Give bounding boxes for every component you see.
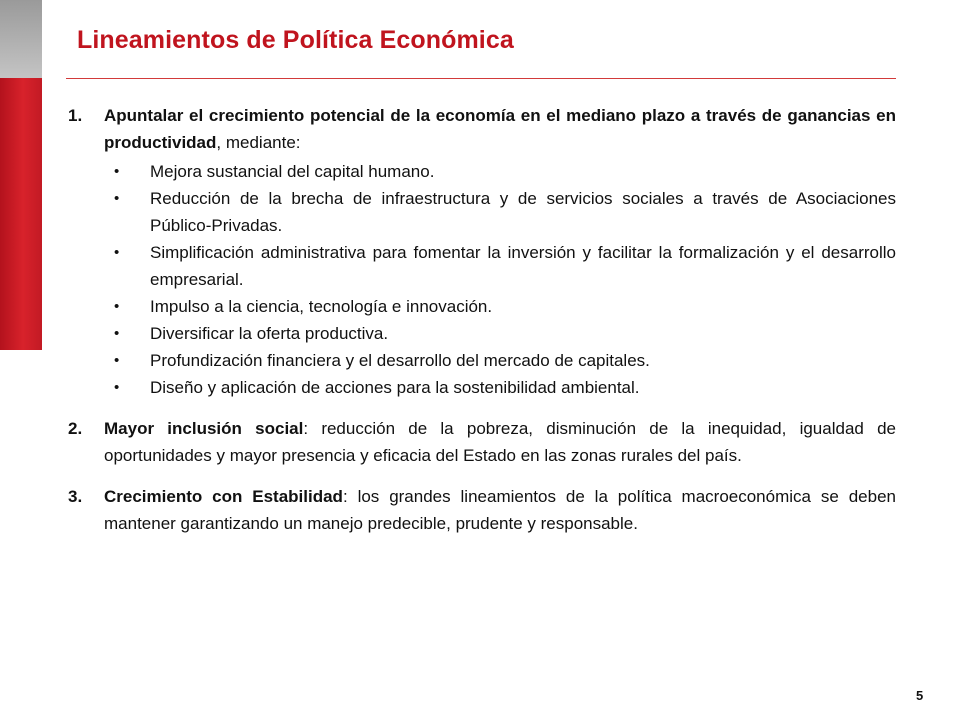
bullet-list bbox=[104, 158, 896, 401]
list-item-2 bbox=[68, 415, 896, 469]
page-number: 5 bbox=[916, 688, 924, 703]
item-number: 1. bbox=[68, 106, 83, 125]
bullet-text: Simplificación administrativa para fomentar la inversión y facilitar la formalización y el desarrollo empresarial. bbox=[150, 243, 896, 289]
title-divider bbox=[66, 78, 896, 79]
bullet-text: Impulso a la ciencia, tecnología e innovación. bbox=[150, 297, 493, 316]
bullet-icon: • bbox=[114, 190, 120, 207]
bullet-item bbox=[104, 239, 896, 293]
spacer bbox=[68, 401, 896, 415]
item-text: : los grandes lineamientos de la política macroeconómica se deben mantener garantizando un manejo predecible, prudente y responsable. bbox=[104, 487, 897, 533]
list-item-3 bbox=[68, 483, 896, 537]
bullet-item bbox=[104, 374, 896, 401]
spacer bbox=[68, 469, 896, 483]
bullet-text: Mejora sustancial del capital humano. bbox=[150, 162, 435, 181]
bullet-item bbox=[104, 347, 896, 374]
slide-title: Lineamientos de Política Económica bbox=[77, 26, 514, 54]
slide-body bbox=[68, 102, 896, 537]
item-text: , mediante: bbox=[216, 133, 301, 152]
bullet-icon: • bbox=[114, 163, 120, 180]
list-item-1 bbox=[68, 102, 896, 401]
bullet-text: Profundización financiera y el desarrollo del mercado de capitales. bbox=[150, 351, 650, 370]
bullet-item bbox=[104, 185, 896, 239]
bullet-icon: • bbox=[114, 298, 120, 315]
bullet-text: Diversificar la oferta productiva. bbox=[150, 324, 389, 343]
item-text: : reducción de la pobreza, disminución de la inequidad, igualdad de oportunidades y mayor presencia y eficacia del Estado en las zonas rurales del país. bbox=[104, 419, 896, 465]
bullet-text: Reducción de la brecha de infraestructura y de servicios sociales a través de Asociaciones Público-Privadas. bbox=[150, 189, 896, 235]
bullet-icon: • bbox=[114, 379, 120, 396]
side-accent-gray bbox=[0, 0, 42, 78]
bullet-icon: • bbox=[114, 244, 120, 261]
bullet-icon: • bbox=[114, 325, 120, 342]
bullet-item bbox=[104, 158, 896, 185]
side-accent-red bbox=[0, 78, 42, 350]
item-number: 3. bbox=[68, 487, 83, 506]
item-number: 2. bbox=[68, 419, 83, 438]
item-heading: Apuntalar el crecimiento potencial de la economía en el mediano plazo a través de ganancias en productividad bbox=[104, 106, 896, 152]
bullet-item bbox=[104, 293, 896, 320]
bullet-text: Diseño y aplicación de acciones para la sostenibilidad ambiental. bbox=[150, 378, 640, 397]
item-heading: Crecimiento con Estabilidad bbox=[104, 487, 343, 506]
item-heading: Mayor inclusión social bbox=[104, 419, 304, 438]
bullet-icon: • bbox=[114, 352, 120, 369]
bullet-item bbox=[104, 320, 896, 347]
